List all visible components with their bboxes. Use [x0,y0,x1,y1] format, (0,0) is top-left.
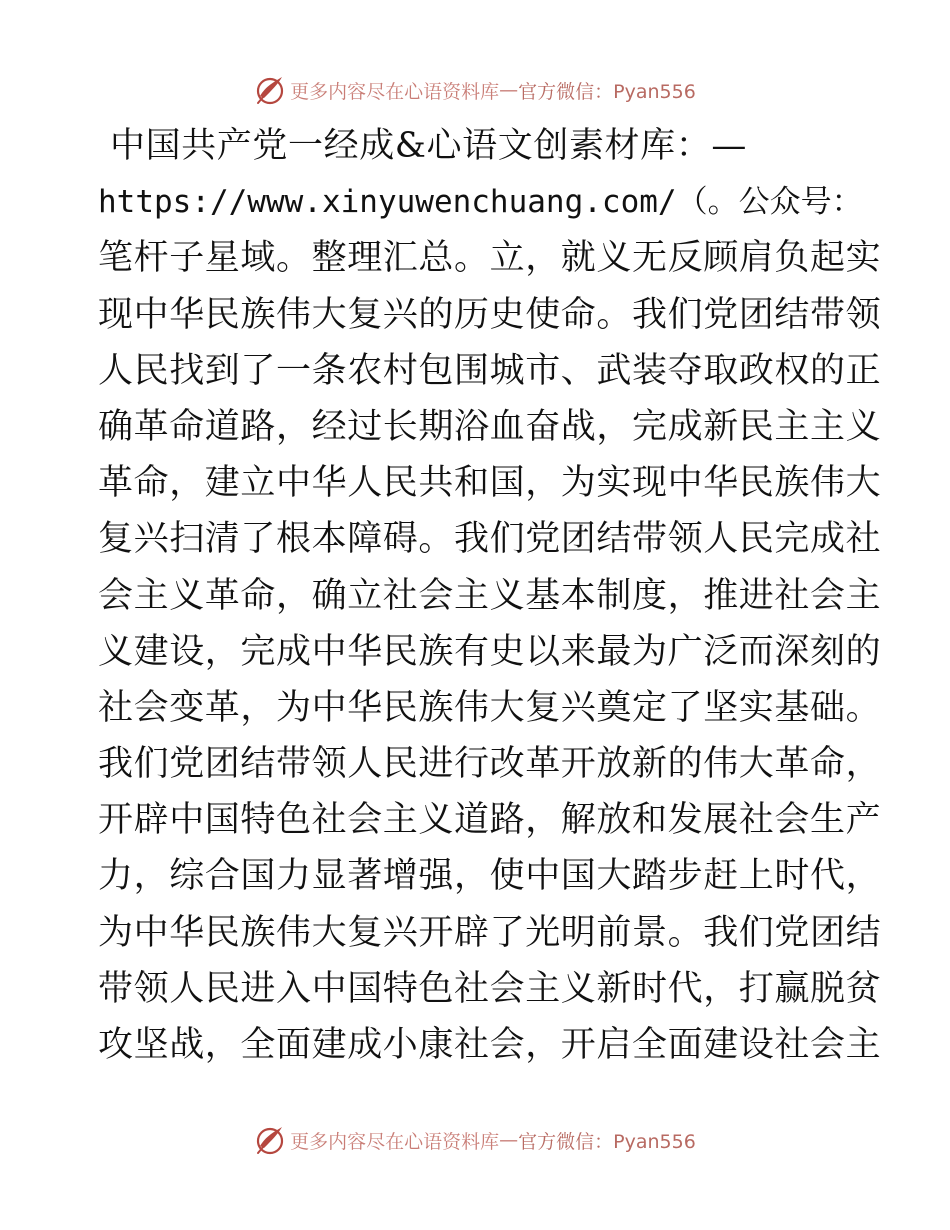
header-wechat-text: 官方微信：Pyan556 [518,80,696,103]
body-line: 为中华民族伟大复兴开辟了光明前景。我们党团结 [98,912,882,953]
body-line: https://www.xinyuwenchuang.com/（。公众号： [98,184,863,221]
header-separator: — [499,79,519,101]
header-watermark [0,70,950,110]
body-line: 我们党团结带领人民进行改革开放新的伟大革命， [98,744,882,785]
footer-wechat-text: 官方微信：Pyan556 [518,1130,696,1153]
body-line: 社会变革，为中华民族伟大复兴奠定了坚实基础。 [98,687,882,728]
body-line: 确革命道路，经过长期浴血奋战，完成新民主主义 [98,406,882,447]
body-line: 义建设，完成中华民族有史以来最为广泛而深刻的 [98,631,882,672]
footer-watermark [0,1120,950,1160]
document-body [98,118,882,1073]
body-line: 攻坚战，全面建成小康社会，开启全面建设社会主 [98,1025,882,1065]
body-line: 开辟中国特色社会主义道路，解放和发展社会生产 [98,800,882,841]
body-line: 会主义革命，确立社会主义基本制度，推进社会主 [98,575,882,616]
header-brand-text: 更多内容尽在心语资料库 [290,80,500,103]
body-line: 中国共产党一经成&心语文创素材库：— [110,126,747,166]
body-line: 力，综合国力显著增强，使中国大踏步赶上时代， [98,856,882,897]
body-line: 带领人民进入中国特色社会主义新时代，打赢脱贫 [98,968,882,1009]
footer-separator: — [499,1129,519,1151]
body-line: 现中华民族伟大复兴的历史使命。我们党团结带领 [98,294,882,335]
quill-logo-icon [254,1124,286,1156]
quill-logo-icon [254,74,286,106]
body-line: 革命，建立中华人民共和国，为实现中华民族伟大 [98,463,882,504]
body-line: 复兴扫清了根本障碍。我们党团结带领人民完成社 [98,519,882,560]
body-line: 笔杆子星域。整理汇总。立，就义无反顾肩负起实 [98,238,882,279]
footer-brand-text: 更多内容尽在心语资料库 [290,1130,500,1153]
body-line: 人民找到了一条农村包围城市、武装夺取政权的正 [98,350,882,391]
